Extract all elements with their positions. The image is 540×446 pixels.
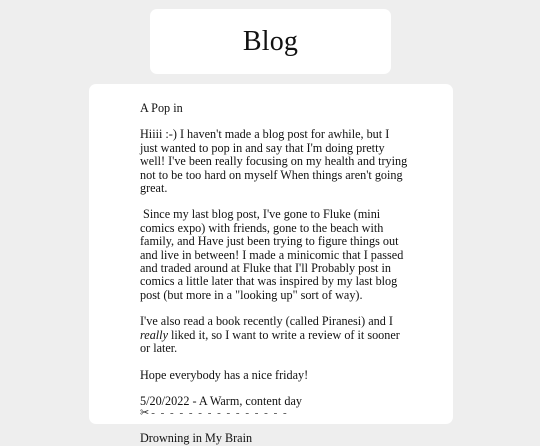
piranesi-text-after: liked it, so I want to write a review of it sooner or later. [140,327,400,356]
header-card [150,9,391,74]
post-paragraph-piranesi [140,315,408,355]
post-divider [140,408,408,419]
content-card [89,84,453,446]
post-paragraph: Hope everybody has a nice friday! [140,367,309,382]
post-paragraph: Since my last blog post, I've gone to Fluke (mini comics expo) with friends, gone to the beach with family, and Have just been trying to figure things out and live in between! I made a minicomic that I passed and traded around at Fluke that I'll Probably post in comics a little later that was inspired by my last blog post (but more in a "looking up" sort of way). [140,207,407,302]
scissors-icon: ✂ [140,407,150,420]
post-title: A Pop in [140,101,183,115]
piranesi-emphasis: really [140,327,168,342]
piranesi-text-before: I've also read a book recently (called Piranesi) and I [140,314,393,329]
page-title: Blog [242,25,299,57]
post-date: 5/20/2022 - A Warm, content day [140,393,302,408]
post-paragraph: Hiiii :-) I haven't made a blog post for awhile, but I just wanted to pop in and say that I'm doing pretty well! I've been really focusing on my health and trying not to be too hard on myself When things aren't going great. [140,127,408,196]
next-post-title: Drowning in My Brain [140,431,253,446]
post-body [140,102,408,446]
divider-dashes: - - - - - - - - - - - - - - - [151,407,289,420]
